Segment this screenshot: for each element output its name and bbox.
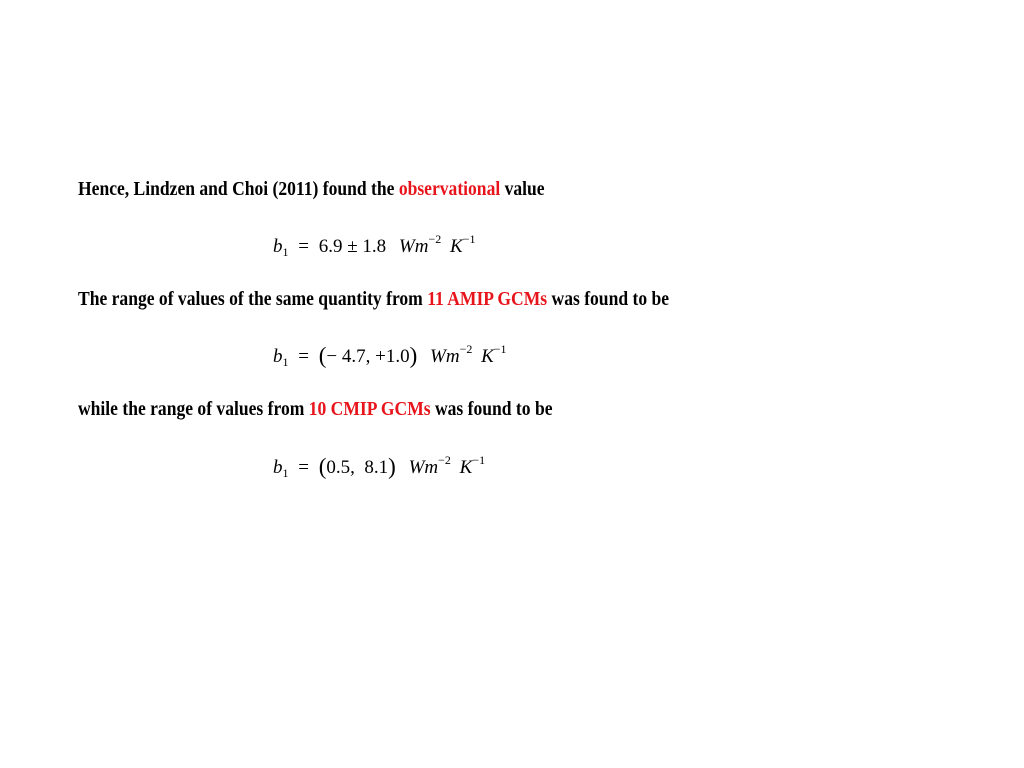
highlight-observational: observational: [398, 179, 501, 200]
equals-sign: =: [298, 236, 309, 257]
variable-b: b: [273, 346, 283, 367]
paragraph-text: value: [500, 179, 545, 200]
variable-b: b: [273, 457, 283, 478]
exponent: −2: [438, 453, 451, 467]
close-paren: ): [409, 343, 418, 368]
exponent: −2: [428, 232, 442, 246]
exponent: −1: [462, 232, 476, 246]
open-paren: (: [318, 343, 327, 368]
exponent: −1: [493, 342, 507, 356]
unit-k: K: [450, 236, 463, 257]
highlight-cmip: 10 CMIP GCMs: [308, 399, 431, 420]
exponent: −1: [472, 453, 486, 467]
paragraph-text: was found to be: [547, 289, 670, 310]
paragraph-amip: [78, 290, 669, 310]
unit-wm: Wm: [408, 457, 439, 478]
paragraph-text: The range of values of the same quantity from: [78, 289, 428, 310]
subscript: 1: [282, 466, 289, 480]
exponent: −2: [459, 342, 473, 356]
paragraph-text: was found to be: [430, 399, 553, 420]
equation-value: 0.5, 8.1: [326, 457, 389, 478]
equation-value: − 4.7, +1.0: [326, 346, 410, 367]
paragraph-text: while the range of values from: [78, 399, 309, 420]
open-paren: (: [318, 454, 327, 479]
paragraph-observational: [78, 180, 545, 200]
equation-cmip: [273, 454, 485, 479]
equation-value: 6.9 ± 1.8: [318, 236, 387, 257]
equals-sign: =: [298, 346, 309, 367]
subscript: 1: [282, 245, 289, 259]
unit-k: K: [481, 346, 494, 367]
equation-observational: [273, 233, 475, 258]
equals-sign: =: [298, 457, 309, 478]
equation-amip: [273, 343, 507, 368]
paragraph-text: Hence, Lindzen and Choi (2011) found the: [78, 179, 399, 200]
subscript: 1: [282, 355, 289, 369]
variable-b: b: [273, 236, 283, 257]
paragraph-cmip: [78, 400, 552, 420]
unit-k: K: [459, 457, 473, 478]
close-paren: ): [388, 454, 396, 479]
highlight-amip: 11 AMIP GCMs: [427, 289, 548, 310]
unit-wm: Wm: [430, 346, 460, 367]
unit-wm: Wm: [398, 236, 429, 257]
